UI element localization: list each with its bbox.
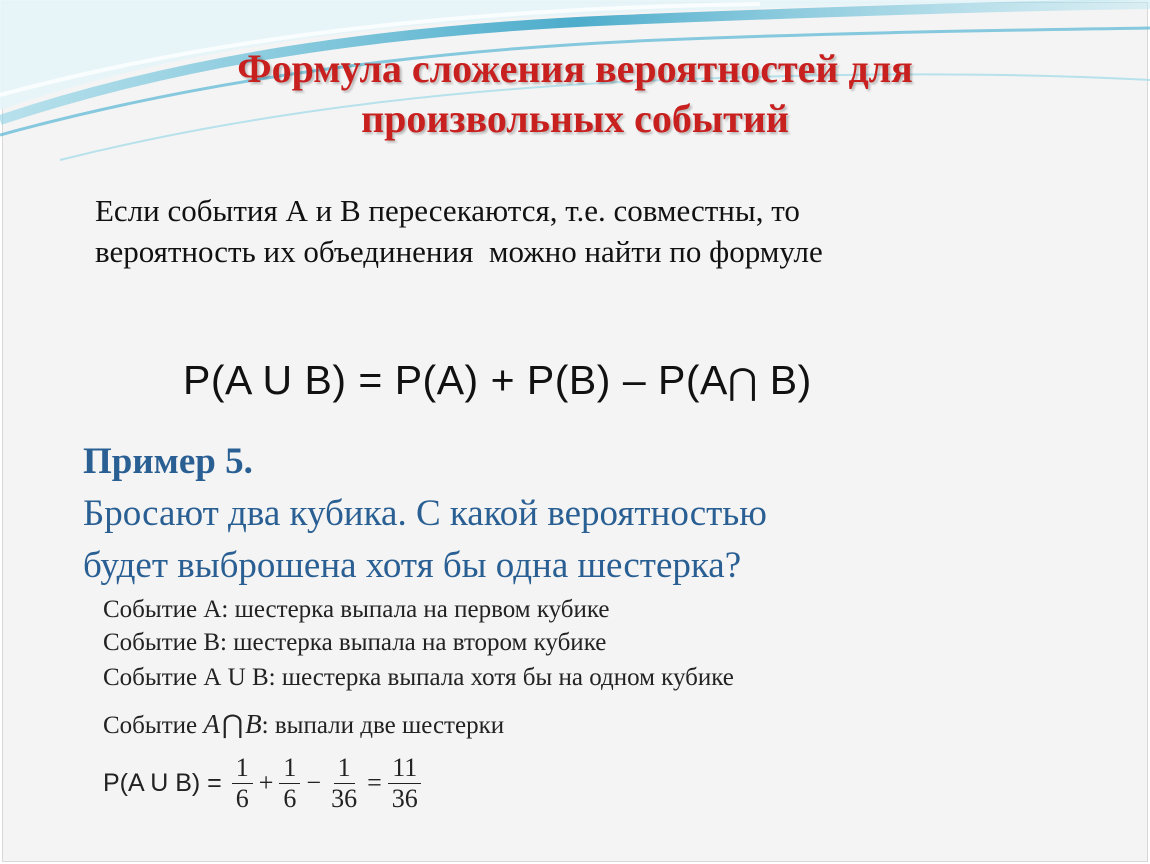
addition-formula	[183, 350, 812, 412]
intro-line-2: вероятность их объединения можно найти по формуле	[95, 234, 823, 269]
intersect-symbol-small: ⋂	[221, 710, 244, 739]
fraction-numerator: 1	[279, 753, 300, 784]
intro-text	[95, 190, 1105, 272]
result-formula	[103, 748, 425, 818]
example-question	[83, 488, 1083, 592]
question-line-1: Бросают два кубика. С какой вероятностью	[83, 493, 767, 534]
question-line-2: будет выброшена хотя бы одна шестерка?	[83, 545, 742, 586]
event-inter-suffix: : выпали две шестерки	[261, 712, 505, 739]
intersect-symbol: ⋂	[727, 361, 758, 402]
plus-operator: +	[258, 768, 274, 797]
example-heading: Пример 5.	[83, 441, 253, 482]
result-label: P(A U B) =	[103, 768, 229, 797]
fraction-1	[232, 753, 253, 814]
fraction-3	[327, 753, 361, 814]
event-intersection-text	[103, 708, 504, 742]
formula-text: P(A U B) = P(A) + P(B) – P(A	[183, 357, 728, 403]
title-line-1: Формула сложения вероятностей для	[237, 46, 913, 91]
event-inter-prefix: Событие	[103, 712, 204, 739]
title-line-2: произвольных событий	[361, 96, 789, 141]
fraction-2	[279, 753, 300, 814]
fraction-result	[388, 753, 422, 814]
fraction-numerator: 11	[388, 753, 421, 784]
event-a-text: Событие А: шестерка выпала на первом кубике	[103, 596, 610, 623]
event-b-text: Событие В: шестерка выпала на втором кубике	[103, 629, 607, 656]
fraction-denominator: 6	[235, 783, 249, 813]
fraction-denominator: 36	[391, 783, 418, 813]
minus-operator: −	[306, 768, 322, 797]
fraction-denominator: 36	[331, 783, 358, 813]
event-inter-a: A	[203, 709, 220, 739]
formula-end: B)	[757, 357, 812, 403]
fraction-numerator: 1	[334, 753, 355, 784]
slide-title	[60, 44, 1090, 144]
equals-operator: =	[367, 768, 382, 797]
intro-line-1: Если события А и В пересекаются, т.е. совместны, то	[95, 193, 800, 228]
fraction-numerator: 1	[232, 753, 253, 784]
fraction-denominator: 6	[283, 783, 297, 813]
event-inter-b: B	[245, 709, 262, 739]
event-union-text: Событие А U В: шестерка выпала хотя бы на одном кубике	[103, 664, 734, 691]
